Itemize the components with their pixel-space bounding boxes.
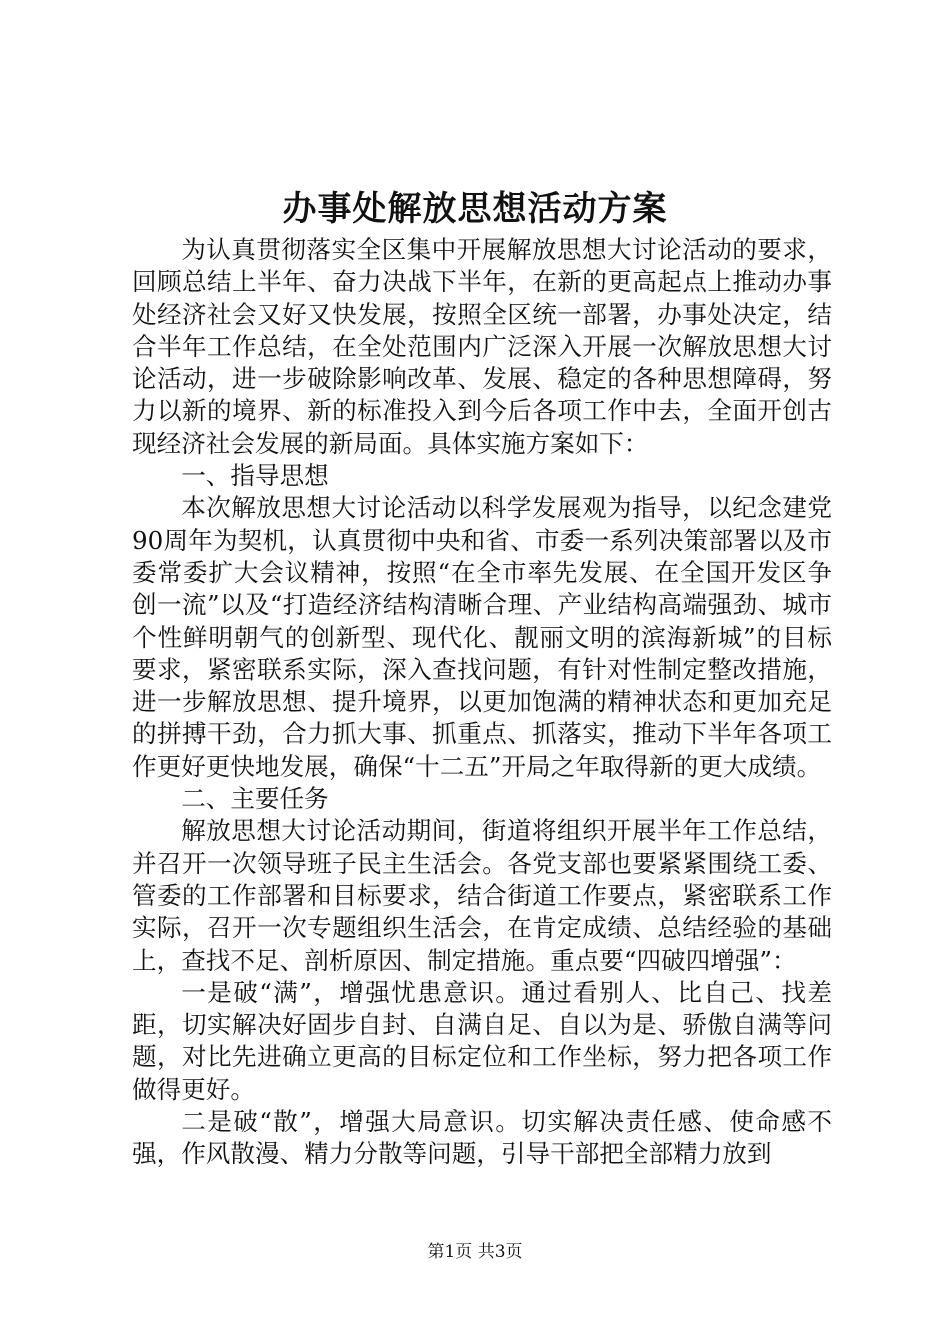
task-item-2: 二是破“散”，增强大局意识。切实解决责任感、使命感不强，作风散漫、精力分散等问题，引导干部把全部精力放到 [132,1107,832,1169]
document-title: 办事处解放思想活动方案 [282,189,668,229]
main-tasks-paragraph: 解放思想大讨论活动期间，街道将组织开展半年工作总结，并召开一次领导班子民主生活会。各党支部也要紧紧围绕工委、管委的工作部署和目标要求，结合街道工作要点，紧密联系工作实际，召开一次专题组织生活会，在肯定成绩、总结经验的基础上，查找不足、剖析原因、制定措施。重点要“四破四增强”： [132,816,832,975]
section-heading-main-tasks: 二、主要任务 [181,784,329,814]
guiding-thought-paragraph: 本次解放思想大讨论活动以科学发展观为指导，以纪念建党90周年为契机，认真贯彻中央和省、市委一系列决策部署以及市委常委扩大会议精神，按照“在全市率先发展、在全国开发区争创一流”以及“打造经济结构清晰合理、产业结构高端强劲、城市个性鲜明朝气的创新型、现代化、靓丽文明的滨海新城”的目标要求，紧密联系实际，深入查找问题，有针对性制定整改措施，进一步解放思想、提升境界，以更加饱满的精神状态和更加充足的拼搏干劲，合力抓大事、抓重点、抓落实，推动下半年各项工作更好更快地发展，确保“十二五”开局之年取得新的更大成绩。 [132,493,832,781]
section-heading-guiding-thought: 一、指导思想 [181,461,329,491]
intro-paragraph: 为认真贯彻落实全区集中开展解放思想大讨论活动的要求，回顾总结上半年、奋力决战下半年，在新的更高起点上推动办事处经济社会又好又快发展，按照全区统一部署，办事处决定，结合半年工作总结，在全处范围内广泛深入开展一次解放思想大讨论活动，进一步破除影响改革、发展、稳定的各种思想障碍，努力以新的境界、新的标准投入到今后各项工作中去，全面开创古现经济社会发展的新局面。具体实施方案如下： [132,235,832,458]
task-item-1: 一是破“满”，增强忧患意识。通过看别人、比自己、找差距，切实解决好固步自封、自满自足、自以为是、骄傲自满等问题，对比先进确立更高的目标定位和工作坐标，努力把各项工作做得更好。 [132,977,832,1104]
page-footer: 第1页 共3页 [427,1242,523,1262]
document-body [132,234,832,1171]
